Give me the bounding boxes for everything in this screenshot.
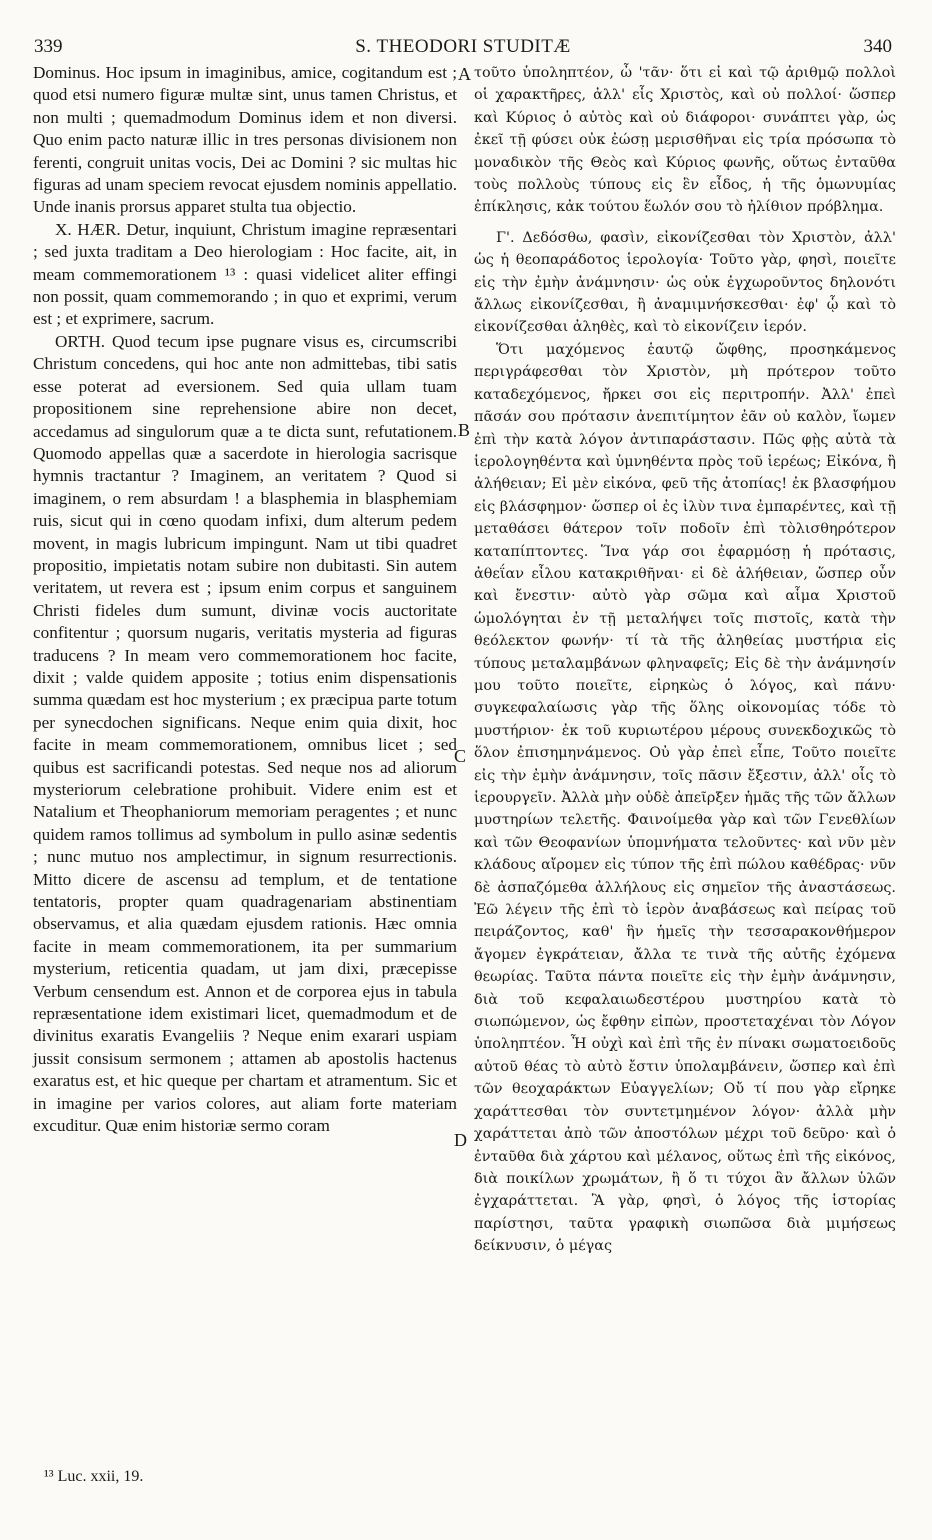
- margin-letter-c: C: [454, 746, 467, 766]
- page-number-left: 339: [34, 36, 63, 57]
- latin-paragraph: X. HÆR. Detur, inquiunt, Christum imagine repræsentari ; sed juxta traditam a Deo hierologiam : Hoc facite, ait, in meam commemorationem ¹³ : quasi videlicet aliter effingi non possit, quam commemorando ; in quo et exprimi, verum est ; et exprimere, sacrum.: [33, 219, 457, 329]
- latin-column: [33, 62, 457, 1138]
- greek-paragraph: Ὅτι μαχόμενος ἑαυτῷ ὤφθης, προσηκάμενος περιγράφεσθαι τὸν Χριστὸν, μὴ πρότερον τοῦτο καταδεχόμενος, ἤρκει σοι εἰς περιτροπήν. Ἀλλ' ἐπεὶ πᾶσάν σου πρότασιν ἀνεπιτίμητον ἐᾶν οὐ καλὸν, ἴωμεν ἐπὶ τὴν κατὰ λόγον ἀντιπαράστασιν. Πῶς φῂς αὐτὰ τὰ ἱερολογηθέντα καὶ ὑμνηθέντα πρὸς τοῦ ἱερέως; Εἰκόνα, ἢ ἀλήθειαν; Εἰ μὲν εἰκόνα, φεῦ τῆς ἀτοπίας! ἐκ βλασφήμου εἰς βλάσφημον· ὥσπερ οἱ ἐς ἰλὺν τινα ἐμπαρέντες, καὶ τῇ μεταθάσει θάτερον τοῖν ποδοῖν ἐπὶ τὸλισθηρότερον καταπίπτοντες. Ἵνα γάρ σοι ἐφαρμόσῃ ἡ πρότασις, ἀθεΐαν εἶλου κατακριθῆναι· εἰ δὲ ἀλήθειαν, ὥσπερ οὖν καὶ ἔνεστιν· αὐτὸ γὰρ σῶμα καὶ αἷμα Χριστοῦ ὡμολόγηται ἐν τῇ μεταλήψει τοῖς πιστοῖς, κατὰ τὴν θεόλεκτον φωνήν· τί τὰ τῆς ἀληθείας μυστήρια εἰς τύπους μεταλαμβάνων φληναφεῖς; Εἰς δὲ τὴν ἀνάμνησίν μου τοῦτο ποιεῖτε, εἰρηκὼς ὁ λόγος, καὶ πάνυ· συγκεφαλαίωσις γὰρ τῆς ὅλης οἰκονομίας τόδε τὸ μυστήριον· ἐκ τοῦ κυριωτέρου μέρους συνεκδοχικῶς τὸ ὅλον ἐπισημηνάμενος. Οὐ γὰρ ἐπεὶ εἶπε, Τοῦτο ποιεῖτε εἰς τὴν ἐμὴν ἀνάμνησιν, τοῖς πᾶσιν ἔξεστιν, ἀλλ' οἷς τὸ ἱερουργεῖν. Ἀλλὰ μὴν οὐδὲ ἀπεῖρξεν ἡμᾶς τῆς τῶν ἄλλων μυστηρίων τελετῆς. Φαινοίμεθα γὰρ καὶ τῶν Γενεθλίων καὶ τῶν Θεοφανίων ὑπομνήματα τελοῦντες· καὶ νῦν μὲν κλάδους αἴρομεν εἰς τύπον τῆς ἐπὶ πώλου καθέδρας· νῦν δὲ ἀσπαζόμεθα ἀλλήλους εἰς σημεῖον τῆς ἀναστάσεως. Ἐῶ λέγειν τῆς ἐπὶ τὸ ἱερὸν ἀναβάσεως καὶ πείρας τοῦ πειράζοντος, καθ' ἣν ἡμεῖς τὴν τεσσαρακονθήμερον ἄγομεν ἐγκράτειαν, ἄλλα τε τινὰ τῆς αὐτῆς ἐχόμενα θεωρίας. Ταῦτα πάντα ποιεῖτε εἰς τὴν ἐμὴν ἀνάμνησιν, διὰ τοῦ κεφαλαιωδεστέρου μυστηρίου κατὰ τὸ σιωπώμενον, ὡς ἔφθην εἰπὼν, προστεταχέναι τὸν Λόγον ὑποληπτέον. Ἦ οὐχὶ καὶ ἐπὶ τῆς ἐν πίνακι σωματοειδοῦς αὐτοῦ θέας τὸ αὐτὸ ἔστιν ὑπολαμβάνειν, ὥσπερ καὶ ἐπὶ τῶν θεοχαράκτων Εὐαγγελίων; Οὔ τί που γὰρ εἴρηκε χαράττεσθαι τὸν συντετμημένον λόγον· ἀλλὰ μὴν χαράττεται ἀπὸ τῶν ἀποστόλων μέχρι τοῦ δεῦρο· καὶ ὁ ἐνταῦθα διὰ χάρτου καὶ μέλανος, οὕτως ἐπὶ τῆς εἰκόνος, διὰ ποικίλων χρωμάτων, ἢ ὅ τι τύχοι ἂν ἄλλων ὑλῶν ἐγχαράττεται. Ἃ γὰρ, φησὶ, ὁ λόγος τῆς ἱστορίας παρίστησι, ταῦτα γραφικὴ σιωπῶσα διὰ μιμήσεως δείκνυσιν, ὁ μέγας: [474, 341, 896, 1255]
- greek-paragraph: Γ'. Δεδόσθω, φασὶν, εἰκονίζεσθαι τὸν Χριστὸν, ἀλλ' ὡς ἡ θεοπαράδοτος ἱερολογία· Τοῦτο γὰρ, φησὶ, ποιεῖτε εἰς τὴν ἐμὴν ἀνάμνησιν· ὡς οὐκ ἐγχωροῦντος δηλονότι ἄλλως εἰκονίζεσθαι, ἢ ἀναμιμνήσκεσθαι· ἐφ' ᾧ καὶ τὸ εἰκονίζεσθαι ἀληθὲς, καὶ τὸ εἰκονίζειν ἱερόν.: [474, 229, 896, 336]
- latin-paragraph: Dominus. Hoc ipsum in imaginibus, amice, cogitandum est ; quod etsi numero figuræ multæ sint, unus tamen Christus, et non multi ; quemadmodum Dominus idem et non diversi. Quo enim pacto naturæ illic in tres personas divisionem non ferenti, congruit unitas vocis, Dei ac Domini ? sic multas hic figuras ad unam speciem revocat ejusdem nominis appellatio. Unde inanis prorsus apparet stulta tua objectio.: [33, 63, 457, 217]
- page-number-right: 340: [863, 36, 892, 57]
- running-title: S. THEODORI STUDITÆ: [355, 36, 571, 57]
- greek-column: [474, 62, 896, 1258]
- margin-letter-b: B: [458, 420, 471, 440]
- latin-paragraph: ORTH. Quod tecum ipse pugnare visus es, circumscribi Christum concedens, qui hoc ante non admittebas, tibi satis esse poterat ad eversionem. Sed quia ullam tuam propositionem sine reprehensione abire non decet, accedamus ad singulorum quæ a te dicta sunt, refutationem. Quomodo appellas quæ a sacerdote in hierologia sacrisque hymnis tractantur ? Imaginem, an veritatem ? Quod si imaginem, o rem absurdam ! a blasphemia in blasphemiam ruis, sicut qui in cœno quodam infixi, dum alterum pedem movent, in magis lubricum impingunt. Nam ut tibi quadret propositio, impietatis notam subire non dubitasti. Sin autem veritatem, ut revera est ; ipsum enim corpus et sanguinem Christi fideles dum sumunt, divinæ vocis auctoritate confitentur ; quorsum nugaris, veritatis mysteria ad figuras traducens ? In meam vero commemorationem hoc facite, dixit ; valde quidem apposite ; totius enim dispensationis summa quædam est hoc mysterium ; ex præcipua parte totum per synecdochen significans. Neque enim quia dixit, hoc facite in meam commemorationem, omnibus licet ; sed quibus est sacrificandi potestas. Sed neque nos ad aliorum mysteriorum celebratione prohibuit. Videre enim est et Natalium et Theophaniorum memoriam peragentes ; et nunc quidem ramos tollimus ad symbolum in pullo asinæ sedentis ; nunc mutuo nos amplectimur, in signum resurrectionis. Mitto dicere de ascensu ad templum, et de tentatione tentatoris, propter quam quadragenariam abstinentiam observamus, et alia quædam ejusdem rationis. Hæc omnia facite in meam commemorationem, ita per summarium mysterium, reticentia quadam, ut jam dixi, præcepisse Verbum censendum est. Annon et de corporea ejus in tabula repræsentatione idem existimari licet, quemadmodum et de divinitus exaratis Evangeliis ? Neque enim exarari uspiam jussit consisum sermonem ; attamen ab apostolis hactenus exaratus est, et hic queque per chartam et atramentum. Sic et in imagine per varios colores, aut aliam forte materiam excuditur. Quæ enim historiæ sermo coram: [33, 331, 457, 1136]
- margin-letter-d: D: [454, 1130, 467, 1150]
- greek-paragraph: τοῦτο ὑποληπτέον, ὦ 'τᾶν· ὅτι εἰ καὶ τῷ ἀριθμῷ πολλοὶ οἱ χαρακτῆρες, ἀλλ' εἷς Χριστὸς, καὶ οὐ πολλοί· ὥσπερ καὶ Κύριος ὁ αὐτὸς καὶ οὐ διάφοροι· συνάπτει γὰρ, ὡς ἐκεῖ τῇ φύσει οὐκ ἐώσῃ μερισθῆναι εἰς τρία πρόσωπα τὸ μοναδικὸν τῆς Θεὸς καὶ Κύριος φωνῆς, οὕτως ἐνταῦθα τοὺς πολλοὺς τύπους εἰς ἓν εἶδος, ἡ τῆς ὁμωνυμίας ἐπίκλησις, κἀκ τούτου ἕωλόν σου τὸ ἠλίθιον πρόβλημα.: [474, 65, 896, 216]
- footnote: ¹³ Luc. xxii, 19.: [44, 1468, 144, 1485]
- page-header: [34, 36, 892, 62]
- margin-letter-a: A: [458, 64, 471, 84]
